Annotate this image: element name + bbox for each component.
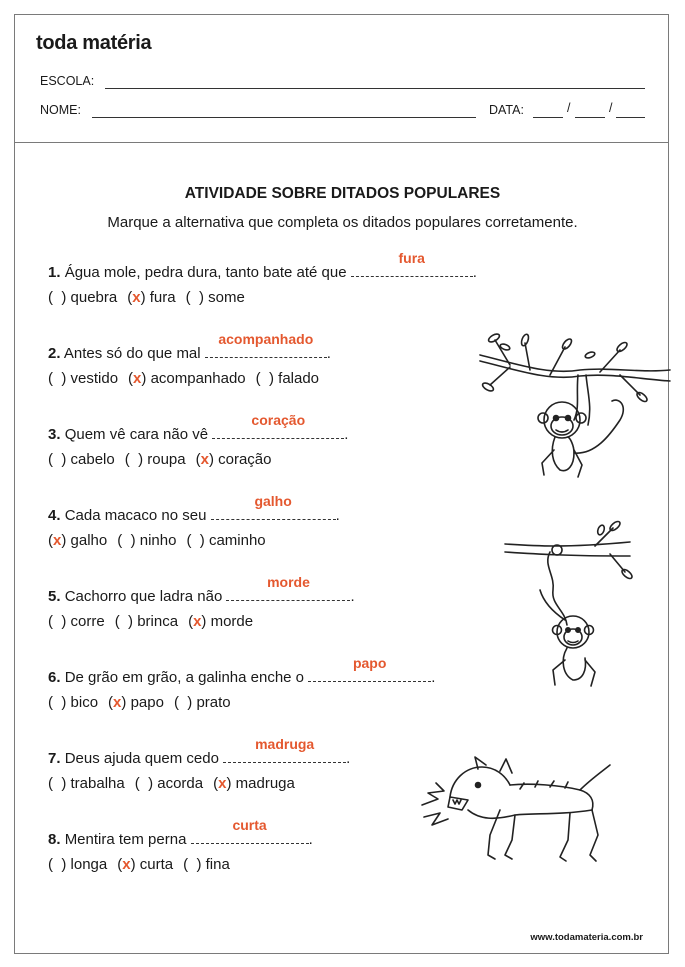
answer-text: galho [254,493,292,509]
option-label: morde [210,613,254,630]
option-some[interactable]: ( ) some [185,289,245,306]
checkmark-x-icon[interactable]: x [193,613,202,630]
answer-blank[interactable] [226,574,350,601]
answer-blank[interactable] [223,736,346,763]
option-label: roupa [147,451,186,468]
answer-blank[interactable] [308,655,431,682]
period: . [472,264,477,281]
empty-checkbox[interactable] [261,370,269,387]
option-acorda[interactable]: ( ) acorda [134,775,204,792]
question-statement: Antes só do que mal [63,345,201,362]
header-divider [14,142,669,143]
question-statement: Deus ajuda quem cedo [64,750,219,767]
option-label: trabalha [70,775,125,792]
option-longa[interactable]: ( ) longa [48,856,108,873]
empty-checkbox[interactable] [191,289,199,306]
question-text [48,655,436,686]
period: . [344,426,349,443]
option-label: vestido [70,370,119,387]
option-quebra[interactable]: ( ) quebra [48,289,118,306]
question-statement: De grão em grão, a galinha enche o [64,669,305,686]
option-prato[interactable]: ( ) prato [173,694,231,711]
option-label: longa [70,856,108,873]
question-number: 7. [48,750,61,767]
option-label: prato [196,694,231,711]
option-ninho[interactable]: ( ) ninho [117,532,177,549]
question-text [48,412,349,443]
option-roupa[interactable]: ( ) roupa [124,451,186,468]
option-label: ninho [139,532,177,549]
option-label: fina [205,856,230,873]
question-number: 8. [48,831,61,848]
option-label: cabelo [70,451,115,468]
page-title: ATIVIDADE SOBRE DITADOS POPULARES [184,185,501,202]
date-day-field[interactable] [533,117,563,118]
option-brinca[interactable]: ( ) brinca [114,613,179,630]
question-statement: Cada macaco no seu [64,507,207,524]
option-label: acompanhado [150,370,246,387]
question-number: 6. [48,669,61,686]
question-text [48,574,355,605]
options-row [48,613,263,630]
question-statement: Cachorro que ladra não [64,588,223,605]
question-number: 4. [48,507,61,524]
answer-blank[interactable] [351,250,473,277]
option-label: acorda [157,775,204,792]
options-row [48,856,240,873]
option-morde[interactable]: (x) morde [188,613,254,630]
option-falado[interactable]: ( ) falado [255,370,320,387]
empty-checkbox[interactable] [53,613,61,630]
period: . [350,588,355,605]
checkmark-x-icon[interactable]: x [200,451,209,468]
options-row [48,694,241,711]
answer-text: madruga [255,736,315,752]
option-label: papo [130,694,164,711]
monkey-branch-illustration [470,325,675,495]
footer-url: www.todamateria.com.br [530,932,643,943]
empty-checkbox[interactable] [188,856,196,873]
empty-checkbox[interactable] [191,532,199,549]
answer-blank[interactable] [191,817,309,844]
option-madruga[interactable]: (x) madruga [213,775,295,792]
date-year-field[interactable] [616,117,645,118]
question-text [48,493,340,524]
school-field[interactable] [105,88,645,89]
options-row [48,451,282,468]
option-cabelo[interactable]: ( ) cabelo [48,451,115,468]
checkmark-x-icon[interactable]: x [133,370,142,387]
empty-checkbox[interactable] [140,775,148,792]
empty-checkbox[interactable] [122,532,130,549]
empty-checkbox[interactable] [130,451,138,468]
question-number: 2. [48,345,61,362]
option-curta[interactable]: (x) curta [117,856,174,873]
empty-checkbox[interactable] [120,613,128,630]
option-acompanhado[interactable]: (x) acompanhado [128,370,246,387]
answer-text: curta [232,817,267,833]
empty-checkbox[interactable] [53,289,61,306]
period: . [335,507,340,524]
options-row [48,289,255,306]
option-fina[interactable]: ( ) fina [183,856,230,873]
question-number: 1. [48,264,61,281]
empty-checkbox[interactable] [53,451,61,468]
answer-blank[interactable] [205,331,327,358]
empty-checkbox[interactable] [53,694,61,711]
options-row [48,532,276,549]
period: . [308,831,313,848]
name-label: NOME: [40,103,81,117]
monkey-tail-illustration [495,520,635,700]
option-papo[interactable]: (x) papo [108,694,164,711]
option-label: corre [70,613,105,630]
logo: toda matéria [36,32,152,54]
option-label: bico [70,694,99,711]
options-row [48,775,305,792]
question-text [48,736,351,767]
option-fura[interactable]: (x) fura [127,289,176,306]
option-label: coração [218,451,272,468]
date-separator: / [567,101,571,115]
question-number: 3. [48,426,61,443]
answer-blank[interactable] [212,412,344,439]
name-field[interactable] [92,117,476,118]
answer-text: acompanhado [218,331,314,347]
option-galho[interactable]: (x) galho [48,532,108,549]
option-label: madruga [235,775,295,792]
period: . [346,750,351,767]
question-text [48,250,477,281]
option-label: galho [70,532,108,549]
checkmark-x-icon[interactable]: x [122,856,131,873]
question-text [48,331,331,362]
option-corre[interactable]: ( ) corre [48,613,105,630]
empty-checkbox[interactable] [179,694,187,711]
empty-checkbox[interactable] [53,856,61,873]
school-label: ESCOLA: [40,74,95,88]
option-label: curta [139,856,174,873]
date-month-field[interactable] [575,117,605,118]
option-vestido[interactable]: ( ) vestido [48,370,119,387]
instructions: Marque a alternativa que completa os ditados populares corretamente. [107,214,578,231]
option-label: brinca [137,613,179,630]
checkmark-x-icon[interactable]: x [53,532,62,549]
answer-blank[interactable] [211,493,336,520]
option-label: falado [278,370,320,387]
options-row [48,370,329,387]
date-label: DATA: [489,103,524,117]
period: . [431,669,436,686]
answer-text: morde [267,574,310,590]
question-statement: Quem vê cara não vê [64,426,209,443]
question-number: 5. [48,588,61,605]
option-label: quebra [70,289,118,306]
barking-dog-illustration [420,755,620,870]
empty-checkbox[interactable] [53,370,61,387]
period: . [326,345,331,362]
option-coração[interactable]: (x) coração [195,451,272,468]
date-separator: / [609,101,613,115]
option-label: fura [149,289,176,306]
answer-text: fura [398,250,425,266]
option-trabalha[interactable]: ( ) trabalha [48,775,125,792]
question-text [48,817,313,848]
option-caminho[interactable]: ( ) caminho [186,532,266,549]
checkmark-x-icon[interactable]: x [132,289,141,306]
option-label: some [208,289,245,306]
question-statement: Água mole, pedra dura, tanto bate até que [64,264,347,281]
question-statement: Mentira tem perna [64,831,187,848]
checkmark-x-icon[interactable]: x [218,775,227,792]
answer-text: papo [352,655,387,671]
option-label: caminho [208,532,266,549]
empty-checkbox[interactable] [53,775,61,792]
answer-text: coração [251,412,306,428]
checkmark-x-icon[interactable]: x [113,694,122,711]
option-bico[interactable]: ( ) bico [48,694,99,711]
